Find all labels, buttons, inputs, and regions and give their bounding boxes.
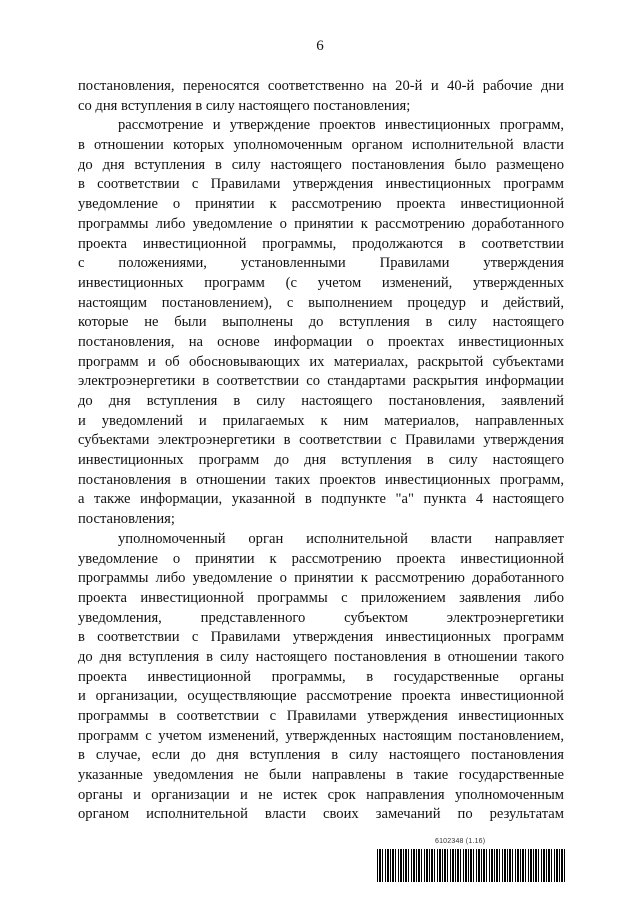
text-line: органом исполнительной власти своих замечаний по результатам: [78, 806, 564, 823]
text-line: электроэнергетики в соответствии со стандартами раскрытия информации: [78, 373, 564, 390]
text-line: с положениями, установленными Правилами утверждения: [78, 255, 564, 272]
text-line: и организации, осуществляющие рассмотрение проекта инвестиционной: [78, 688, 564, 705]
text-line: уведомление о принятии к рассмотрению проекта инвестиционной: [78, 550, 564, 567]
text-line: рассмотрение и утверждение проектов инвестиционных программ,: [118, 117, 564, 134]
text-line: в соответствии с Правилами утверждения инвестиционных программ: [78, 629, 564, 646]
text-line: программы либо уведомление о принятии к рассмотрению доработанного: [78, 570, 564, 587]
text-line: постановления, на основе информации о проектах инвестиционных: [78, 333, 564, 350]
text-line: программ с учетом изменений, утвержденных настоящим постановлением,: [78, 727, 564, 744]
text-line: которые не были выполнены до вступления в силу настоящего: [78, 314, 564, 331]
text-line: настоящим постановлением), с выполнением процедур и действий,: [78, 294, 564, 311]
text-line: а также информации, указанной в подпункте "а" пункта 4 настоящего: [78, 491, 564, 508]
text-line: программ и об обосновывающих их материалах, раскрытой субъектами: [78, 353, 564, 370]
text-line: программы либо уведомление о принятии к рассмотрению доработанного: [78, 215, 564, 232]
text-line: уполномоченный орган исполнительной власти направляет: [118, 530, 564, 547]
text-line: в соответствии с Правилами утверждения инвестиционных программ: [78, 176, 564, 193]
page-number: 6: [316, 38, 324, 54]
body-text: [78, 77, 564, 825]
text-line: указанные уведомления не были направлены в такие государственные: [78, 767, 564, 784]
text-line: постановления;: [78, 511, 175, 528]
text-line: в случае, если до дня вступления в силу настоящего постановления: [78, 747, 564, 764]
text-line: проекта инвестиционной программы с приложением заявления либо: [78, 589, 564, 606]
text-line: инвестиционных программ до дня вступления в силу настоящего: [78, 452, 564, 469]
text-line: проекта инвестиционной программы, продолжаются в соответствии: [78, 235, 564, 252]
text-line: и уведомлений и прилагаемых к ним материалов, направленных: [78, 412, 564, 429]
text-line: постановления в отношении таких проектов инвестиционных программ,: [78, 471, 564, 488]
text-line: проекта инвестиционной программы, в государственные органы: [78, 668, 564, 685]
text-line: постановления, переносятся соответственно на 20-й и 40-й рабочие дни: [78, 78, 564, 94]
text-line: программы в соответствии с Правилами утверждения инвестиционных: [78, 708, 564, 724]
text-line: до дня вступления в силу настоящего постановления, заявлений: [78, 393, 564, 409]
text-line: со дня вступления в силу настоящего постановления;: [78, 97, 411, 114]
text-line: в отношении которых уполномоченным органом исполнительной власти: [78, 137, 564, 154]
text-line: инвестиционных программ (с учетом изменений, утвержденных: [78, 274, 564, 291]
text-line: уведомления, представленного субъектом электроэнергетики: [78, 609, 564, 626]
barcode-label: 6102348 (1.16): [435, 838, 486, 845]
text-line: субъектами электроэнергетики в соответствии с Правилами утверждения: [78, 432, 564, 449]
text-line: до дня вступления в силу настоящего постановления в отношении такого: [78, 648, 564, 665]
text-line: уведомление о принятии к рассмотрению проекта инвестиционной: [78, 196, 564, 213]
barcode-block: [377, 838, 567, 884]
barcode-image: [377, 849, 567, 882]
text-line: до дня вступления в силу настоящего постановления было размещено: [78, 156, 564, 173]
text-line: органы и организации и не истек срок направления уполномоченным: [78, 786, 564, 803]
